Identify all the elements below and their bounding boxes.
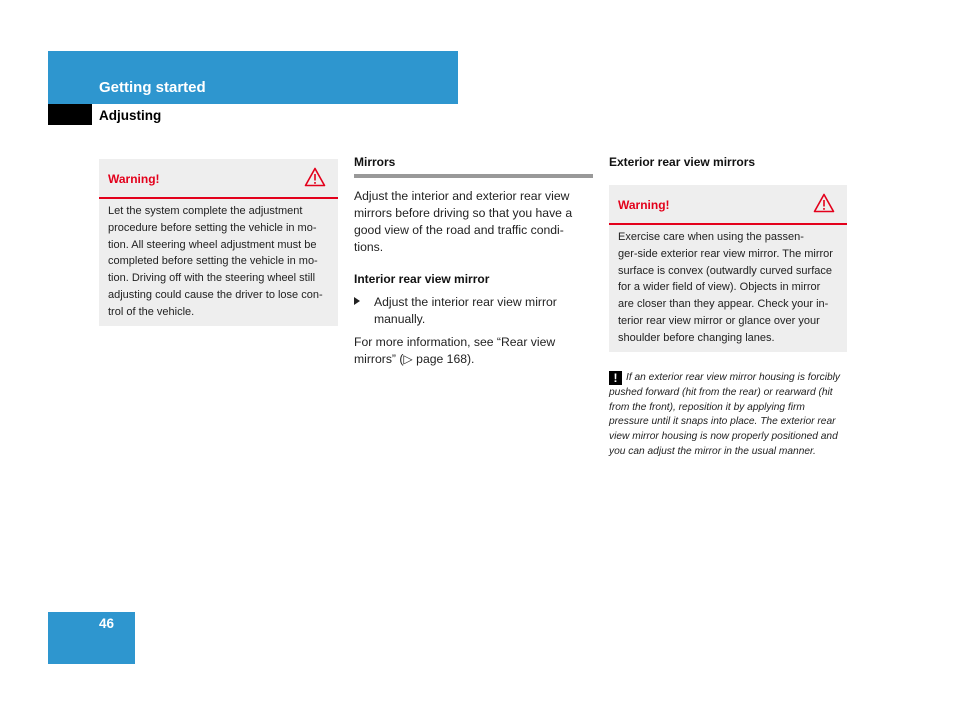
warning-text [99, 199, 338, 329]
warning-triangle-icon [813, 193, 835, 213]
warning-box-steering [99, 159, 338, 326]
exterior-mirror-heading: Exterior rear view mirrors [609, 155, 756, 169]
exterior-mirror-note [609, 371, 847, 460]
warning-label: Warning! [618, 198, 670, 212]
warning-header [99, 159, 338, 199]
warning-box-exterior-mirror [609, 185, 847, 352]
mirrors-heading: Mirrors [354, 155, 593, 178]
bullet-text: Adjust the interior rear view mirror manually. [374, 295, 557, 326]
warning-line: terior rear view mirror or glance over your [618, 314, 820, 327]
warning-line: surface is convex (outwardly curved surface [618, 264, 832, 277]
bullet-item [354, 294, 593, 328]
more-info-text: For more information, see “Rear view mirrors” (▷ page 168). [354, 335, 556, 366]
warning-line: for a wider field of view). Objects in mirror [618, 281, 821, 294]
warning-line: Let the system complete the adjustment [108, 205, 303, 217]
warning-line: tion. Driving off with the steering wheel still [108, 272, 316, 285]
subsection-marker [48, 104, 92, 125]
warning-line: Exercise care when using the passen- [618, 231, 804, 243]
warning-line: adjusting could cause the driver to lose con- [108, 288, 323, 301]
subsection-title: Adjusting [99, 108, 162, 123]
exclamation-note-icon: ! [609, 371, 622, 385]
warning-line: are closer than they appear. Check your in- [618, 298, 829, 311]
page-number: 46 [99, 616, 115, 631]
mirrors-section [354, 155, 593, 368]
warning-text [609, 225, 847, 355]
warning-triangle-icon [304, 167, 326, 187]
warning-line: trol of the vehicle. [108, 305, 195, 318]
triangle-bullet-icon [354, 297, 360, 305]
warning-line: shoulder before changing lanes. [618, 331, 775, 344]
warning-header [609, 185, 847, 225]
note-text: If an exterior rear view mirror housing is forcibly pushed forward (hit from the rear) or rearward (hit from the front), reposition it by applying firm pressure until it snaps into place. The exterior rear view mirror housing is now properly positioned and you can adjust the mirror in the usual manner. [609, 372, 841, 457]
warning-line: procedure before setting the vehicle in mo- [108, 221, 317, 234]
section-title: Getting started [99, 79, 206, 96]
warning-line: tion. All steering wheel adjustment must be [108, 238, 317, 251]
mirrors-intro: Adjust the interior and exterior rear view mirrors before driving so that you have a good view of the road and traffic condi- tions. [354, 189, 573, 254]
warning-line: completed before setting the vehicle in mo- [108, 255, 318, 268]
warning-line: ger-side exterior rear view mirror. The mirror [618, 247, 833, 260]
interior-mirror-heading: Interior rear view mirror [354, 272, 490, 286]
page-number-box [48, 612, 135, 664]
header-bar [48, 51, 458, 104]
warning-label: Warning! [108, 172, 160, 186]
